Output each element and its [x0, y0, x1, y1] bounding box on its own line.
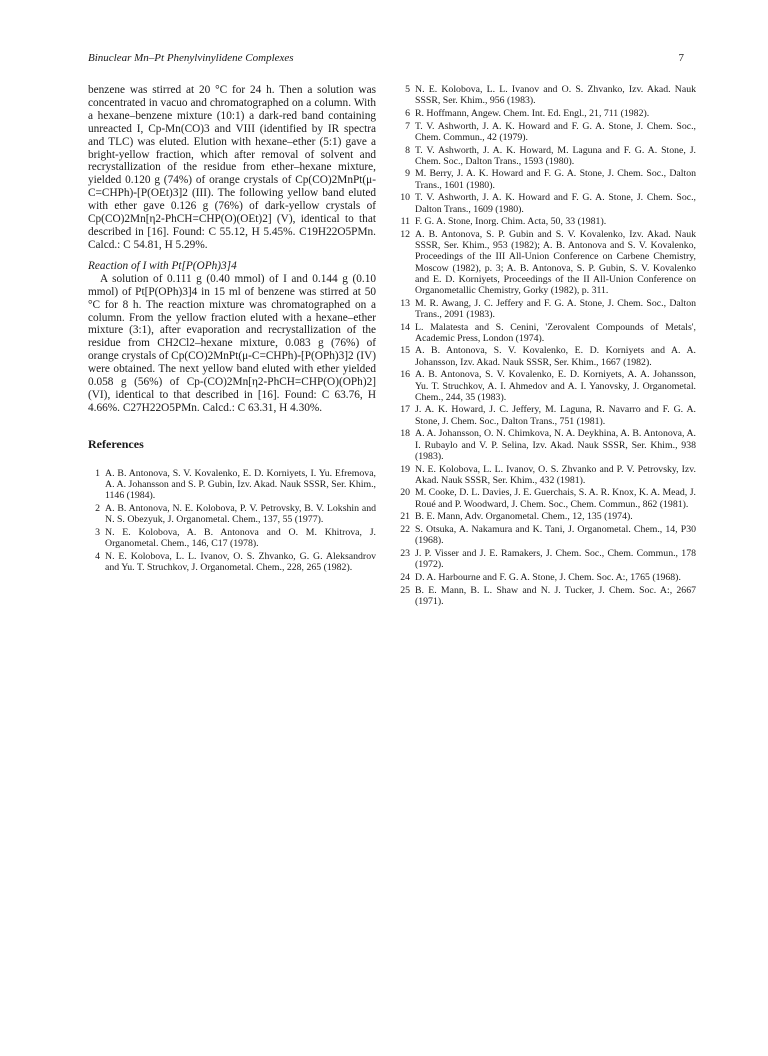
running-header [88, 52, 684, 64]
reference-number: 6 [405, 107, 410, 119]
reference-item [398, 428, 696, 462]
reference-text: A. A. Johansson, O. N. Chimkova, N. A. Deykhina, A. B. Antonova, A. I. Rubaylo and V. P. Selina, Izv. Akad. Nauk SSSR, Ser. Khim., 938 (1983). [415, 428, 696, 462]
reference-item [398, 404, 696, 426]
reference-text: T. V. Ashworth, J. A. K. Howard and F. G. A. Stone, J. Chem. Soc., Dalton Trans., 1609 (1980). [415, 192, 696, 215]
reference-text: M. Berry, J. A. K. Howard and F. G. A. Stone, J. Chem. Soc., Dalton Trans., 1601 (1980). [415, 168, 696, 191]
reference-number: 11 [400, 216, 410, 228]
reference-text: M. Cooke, D. L. Davies, J. E. Guerchais, S. A. R. Knox, K. A. Mead, J. Roué and P. Woodward, J. Chem. Soc., Chem. Commun., 862 (1981). [415, 487, 696, 510]
experimental-paragraph-2: A solution of 0.111 g (0.40 mmol) of I and 0.144 g (0.10 mmol) of Pt[P(OPh)3]4 in 15 ml of benzene was stirred at 50 °C for 8 h. The reaction mixture was chromatographed on a column. From the yellow fraction eluted with a hexane–ether mixture (3:1), after evaporation and recrystallization of the residue from CH2Cl2–hexane mixture, 0.083 g (76%) of orange crystals of Cp(CO)2MnPt(μ-C=CHPh)-[P(OPh)3]2 (IV) were obtained. The next yellow band eluted with ether yielded 0.058 g (56%) of Cp-(CO)2Mn[η2-PhCH=CHP(O)(OPh)2] (VI), identical to that described in [16]. Found: C 63.76, H 4.66%. C27H22O5PMn. Calcd.: C 63.31, H 4.30%. [88, 272, 376, 414]
references-heading: References [88, 436, 144, 451]
reference-number: 15 [400, 345, 410, 357]
reference-item [88, 527, 376, 549]
reference-text: S. Otsuka, A. Nakamura and K. Tani, J. Organometal. Chem., 14, P30 (1968). [415, 524, 696, 547]
reference-text: L. Malatesta and S. Cenini, 'Zerovalent Compounds of Metals', Academic Press, London (1974). [415, 321, 696, 344]
reference-item [398, 121, 696, 143]
left-column [88, 84, 376, 575]
reference-item [398, 369, 696, 403]
reference-number: 13 [400, 297, 410, 309]
reference-text: M. R. Awang, J. C. Jeffery and F. G. A. Stone, J. Chem. Soc., Dalton Trans., 2091 (1983). [415, 297, 696, 320]
experimental-paragraph-1: benzene was stirred at 20 °C for 24 h. Then a solution was concentrated in vacuo and chromatographed on a column. With a hexane–benzene mixture (10:1) a dark-red band containing unreacted I, Cp-Mn(CO)3 and VIII (identified by IR spectra and TLC) was eluted. Elution with hexane–ether (5:1) gave a bright-yellow fraction, which after removal of solvent and recrystallization of the residue from ether–hexane mixture, yielded 0.120 g (74%) of orange crystals of Cp(CO)2MnPt(μ-C=CHPh)-[P(OEt)3]2 (III). The following yellow band eluted with ether gave 0.126 g (76%) of dark-yellow crystals of Cp(CO)2Mn[η2-PhCH=CHP(O)(OEt)2] (V), identical to that described in [16]. Found: C 55.12, H 5.45%. C19H22O5PMn. Calcd.: C 54.81, H 5.29%. [88, 84, 376, 251]
reference-number: 18 [400, 428, 410, 440]
reference-number: 12 [400, 228, 410, 240]
reference-text: A. B. Antonova, S. V. Kovalenko, E. D. Korniyets, I. Yu. Efremova, A. A. Johansson and S. P. Gubin, Izv. Akad. Nauk SSSR, Ser. Khim., 1146 (1984). [105, 467, 376, 502]
reference-text: B. E. Mann, Adv. Organometal. Chem., 12, 135 (1974). [415, 511, 633, 523]
reference-number: 24 [400, 571, 410, 583]
reference-text: A. B. Antonova, S. P. Gubin and S. V. Kovalenko, Izv. Akad. Nauk SSSR, Ser. Khim., 953 (1982); A. B. Antonova and S. V. Kovalenko, Proceedings of the III All-Union Conference on Carbene Chemistry, Moscow (1982), p. 3; A. B. Antonova, S. P. Gubin, S. V. Kovalenko and E. D. Korniyets, Proceedings of the II All-Union Conference on Organometallic Chemistry, Gorky (1982), p. 311. [415, 228, 696, 296]
reference-item [398, 192, 696, 214]
reference-text: J. A. K. Howard, J. C. Jeffery, M. Laguna, R. Navarro and F. G. A. Stone, J. Chem. Soc., Dalton Trans., 751 (1981). [415, 404, 696, 427]
reference-item [398, 84, 696, 106]
reference-text: N. E. Kolobova, L. L. Ivanov, O. S. Zhvanko and P. V. Petrovsky, Izv. Akad. Nauk SSSR, Ser. Khim., 432 (1981). [415, 463, 696, 486]
reference-text: T. V. Ashworth, J. A. K. Howard, M. Laguna and F. G. A. Stone, J. Chem. Soc., Dalton Trans., 1593 (1980). [415, 144, 696, 167]
reference-item [398, 216, 696, 227]
reference-number: 23 [400, 547, 410, 559]
reference-item [398, 511, 696, 522]
reference-number: 25 [400, 584, 410, 596]
reference-list-left [88, 468, 376, 573]
running-title: Binuclear Mn–Pt Phenylvinylidene Complexes [88, 52, 294, 64]
reference-number: 19 [400, 463, 410, 475]
reference-number: 3 [95, 526, 100, 538]
reference-text: J. P. Visser and J. E. Ramakers, J. Chem. Soc., Chem. Commun., 178 (1972). [415, 547, 696, 571]
reference-text: T. V. Ashworth, J. A. K. Howard and F. G. A. Stone, J. Chem. Soc., Chem. Commun., 42 (1979). [415, 120, 696, 143]
reference-text: A. B. Antonova, S. V. Kovalenko, E. D. Korniyets, A. A. Johansson, Yu. T. Struchkov, A. I. Ahmedov and A. I. Yanovsky, J. Organometal. Chem., 244, 35 (1983). [415, 369, 696, 403]
reference-text: R. Hoffmann, Angew. Chem. Int. Ed. Engl., 21, 711 (1982). [415, 107, 650, 119]
reference-list-right [398, 84, 696, 607]
reference-number: 9 [405, 168, 410, 180]
reference-number: 16 [400, 369, 410, 381]
reference-item [398, 345, 696, 367]
reference-item [398, 487, 696, 509]
reference-number: 4 [95, 550, 100, 562]
reference-item [398, 548, 696, 570]
reference-item [398, 229, 696, 296]
reference-number: 17 [400, 404, 410, 416]
reference-text: A. B. Antonova, N. E. Kolobova, P. V. Petrovsky, B. V. Lokshin and N. S. Obezyuk, J. Organometal. Chem., 137, 55 (1977). [105, 502, 376, 526]
reference-number: 10 [400, 192, 410, 204]
reference-number: 14 [400, 321, 410, 333]
reference-text: N. E. Kolobova, L. L. Ivanov and O. S. Zhvanko, Izv. Akad. Nauk SSSR, Ser. Khim., 956 (1983). [415, 84, 696, 107]
reference-item [398, 524, 696, 546]
reference-number: 8 [405, 144, 410, 156]
reference-item [398, 168, 696, 190]
page-number: 7 [678, 52, 684, 64]
reference-text: N. E. Kolobova, A. B. Antonova and O. M. Khitrova, J. Organometal. Chem., 146, C17 (1978). [105, 526, 376, 549]
reference-number: 7 [405, 120, 410, 132]
reference-item [398, 464, 696, 486]
reference-item [398, 585, 696, 607]
reference-item [398, 572, 696, 583]
reference-number: 20 [400, 487, 410, 499]
reference-item [88, 468, 376, 502]
reference-item [88, 503, 376, 525]
reference-text: B. E. Mann, B. L. Shaw and N. J. Tucker, J. Chem. Soc. A:, 2667 (1971). [415, 584, 696, 607]
section-subheading: Reaction of I with Pt[P(OPh)3]4 [88, 259, 237, 272]
reference-item [398, 298, 696, 320]
reference-item [398, 145, 696, 167]
reference-text: F. G. A. Stone, Inorg. Chim. Acta, 50, 33 (1981). [415, 216, 607, 228]
reference-item [88, 551, 376, 573]
reference-number: 2 [95, 502, 100, 514]
reference-text: A. B. Antonova, S. V. Kovalenko, E. D. Korniyets and A. A. Johansson, Izv. Akad. Nauk SSSR, Ser. Khim., 1667 (1982). [415, 345, 696, 368]
reference-number: 22 [400, 524, 410, 536]
reference-number: 1 [95, 467, 100, 479]
reference-item [398, 322, 696, 344]
reference-text: N. E. Kolobova, L. L. Ivanov, O. S. Zhvanko, G. G. Aleksandrov and Yu. T. Struchkov, J. Organometal. Chem., 228, 265 (1982). [105, 550, 376, 573]
reference-item [398, 108, 696, 119]
reference-number: 5 [405, 84, 410, 95]
reference-text: D. A. Harbourne and F. G. A. Stone, J. Chem. Soc. A:, 1765 (1968). [415, 571, 681, 583]
reference-number: 21 [400, 511, 410, 523]
right-column [398, 84, 696, 608]
